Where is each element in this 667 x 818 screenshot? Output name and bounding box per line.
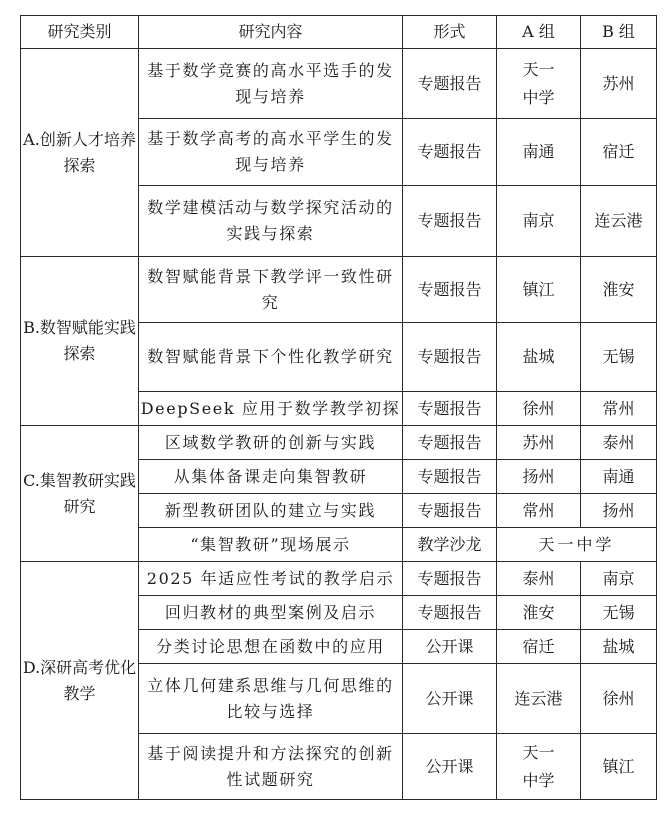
format-cell: 专题报告	[403, 426, 497, 460]
category-cell: D.深研高考优化教学	[21, 562, 139, 800]
group-a-cell: 南京	[497, 186, 581, 257]
group-a-cell	[497, 49, 581, 119]
topic-cell: 从集体备课走向集智教研	[139, 460, 403, 494]
topic-cell: 2025 年适应性考试的教学启示	[139, 562, 403, 596]
group-b-cell: 常州	[581, 392, 657, 426]
group-a-cell: 南通	[497, 119, 581, 186]
group-b-cell: 镇江	[581, 734, 657, 800]
merged-group-cell: 天一中学	[497, 528, 657, 562]
topic-cell: 立体几何建系思维与几何思维的比较与选择	[139, 664, 403, 734]
format-cell: 专题报告	[403, 119, 497, 186]
group-b-cell: 徐州	[581, 664, 657, 734]
category-cell: C.集智教研实践研究	[21, 426, 139, 562]
topic-cell: 基于数学竞赛的高水平选手的发现与培养	[139, 49, 403, 119]
group-a-value: 天一中学	[522, 59, 555, 107]
group-a-cell: 宿迁	[497, 630, 581, 664]
group-a-cell: 常州	[497, 494, 581, 528]
format-cell: 专题报告	[403, 392, 497, 426]
group-b-cell: 淮安	[581, 257, 657, 323]
group-b-cell: 扬州	[581, 494, 657, 528]
group-b-cell: 泰州	[581, 426, 657, 460]
format-cell: 教学沙龙	[403, 528, 497, 562]
format-cell: 公开课	[403, 630, 497, 664]
topic-cell: DeepSeek 应用于数学教学初探	[139, 392, 403, 426]
format-cell: 专题报告	[403, 186, 497, 257]
group-a-cell: 连云港	[497, 664, 581, 734]
format-cell: 专题报告	[403, 49, 497, 119]
group-b-cell: 苏州	[581, 49, 657, 119]
category-cell: B.数智赋能实践探索	[21, 257, 139, 426]
group-b-cell: 无锡	[581, 596, 657, 630]
header-group-a: A 组	[497, 16, 581, 49]
category-cell: A.创新人才培养探索	[21, 49, 139, 257]
group-b-cell: 无锡	[581, 323, 657, 392]
table-row	[21, 257, 657, 323]
header-format: 形式	[403, 16, 497, 49]
group-b-cell: 宿迁	[581, 119, 657, 186]
header-row	[21, 16, 657, 49]
topic-cell: 回归教材的典型案例及启示	[139, 596, 403, 630]
group-a-cell: 镇江	[497, 257, 581, 323]
header-category: 研究类别	[21, 16, 139, 49]
topic-cell: 数智赋能背景下个性化教学研究	[139, 323, 403, 392]
group-a-cell: 苏州	[497, 426, 581, 460]
group-a-cell: 泰州	[497, 562, 581, 596]
topic-cell: 数智赋能背景下教学评一致性研究	[139, 257, 403, 323]
topic-cell: 区域数学教研的创新与实践	[139, 426, 403, 460]
group-a-cell	[497, 734, 581, 800]
group-b-cell: 南通	[581, 460, 657, 494]
table-row	[21, 426, 657, 460]
format-cell: 专题报告	[403, 494, 497, 528]
group-a-cell: 徐州	[497, 392, 581, 426]
topic-cell: 分类讨论思想在函数中的应用	[139, 630, 403, 664]
group-a-cell: 盐城	[497, 323, 581, 392]
format-cell: 专题报告	[403, 460, 497, 494]
format-cell: 公开课	[403, 664, 497, 734]
format-cell: 专题报告	[403, 257, 497, 323]
table-row	[21, 562, 657, 596]
group-b-cell: 连云港	[581, 186, 657, 257]
research-schedule-table	[20, 15, 657, 800]
table-row	[21, 49, 657, 119]
format-cell: 公开课	[403, 734, 497, 800]
topic-cell: 基于数学高考的高水平学生的发现与培养	[139, 119, 403, 186]
group-b-cell: 南京	[581, 562, 657, 596]
topic-cell: 数学建模活动与数学探究活动的实践与探索	[139, 186, 403, 257]
header-group-b: B 组	[581, 16, 657, 49]
group-a-value: 天一中学	[522, 742, 555, 790]
group-b-cell: 盐城	[581, 630, 657, 664]
format-cell: 专题报告	[403, 596, 497, 630]
group-a-cell: 扬州	[497, 460, 581, 494]
group-a-cell: 淮安	[497, 596, 581, 630]
topic-cell: 新型教研团队的建立与实践	[139, 494, 403, 528]
format-cell: 专题报告	[403, 562, 497, 596]
format-cell: 专题报告	[403, 323, 497, 392]
topic-cell: 基于阅读提升和方法探究的创新性试题研究	[139, 734, 403, 800]
topic-cell: “集智教研”现场展示	[139, 528, 403, 562]
header-topic: 研究内容	[139, 16, 403, 49]
